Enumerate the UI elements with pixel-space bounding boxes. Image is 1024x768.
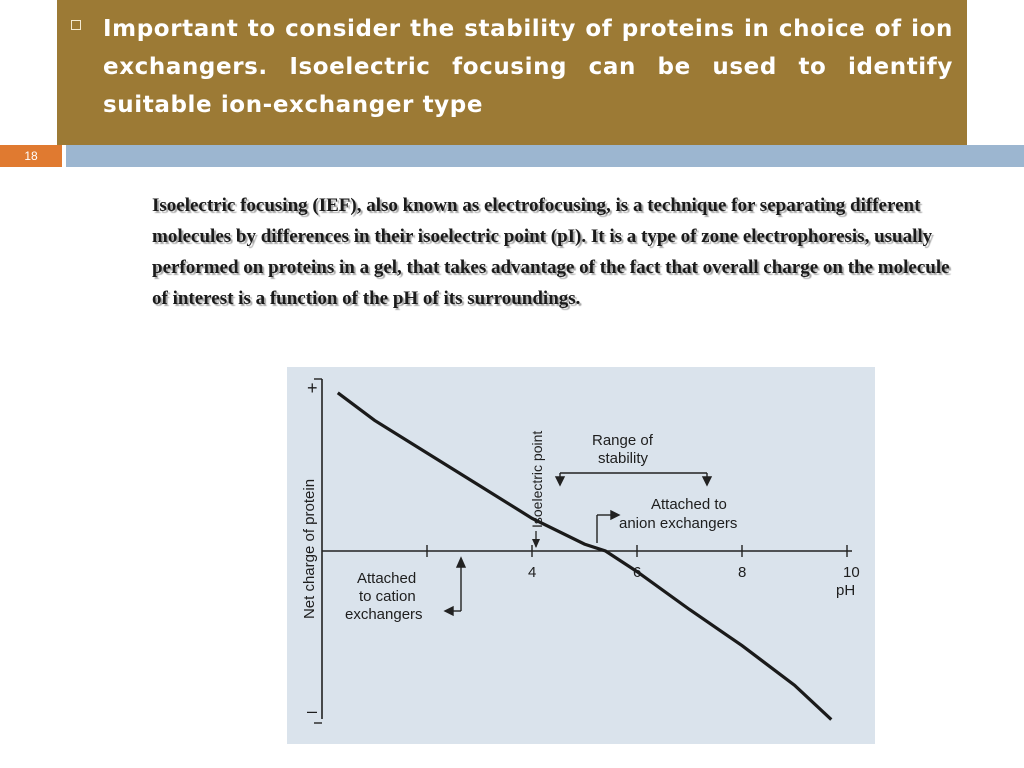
bullet-square-icon	[71, 20, 81, 30]
x-tick-label: 10	[843, 564, 860, 581]
slide-title: Important to consider the stability of proteins in choice of ion exchangers. Isoelectric focusing can be used to identify suitable ion-exchanger type	[103, 16, 953, 118]
x-axis-label: pH	[836, 582, 856, 599]
cation-bracket	[445, 558, 465, 615]
slide-number: 18	[0, 145, 62, 167]
cation-label-line3: exchangers	[345, 606, 423, 623]
title-box	[57, 0, 967, 145]
body-paragraph: Isoelectric focusing (IEF), also known as electrofocusing, is a technique for separating different molecules by differences in their isoelectric point (pI). It is a type of zone electrophoresis, usually performed on proteins in a gel, that takes advantage of the fact that overall charge on the molecule of interest is a function of the pH of its surroundings.	[152, 195, 950, 309]
chart-svg	[287, 367, 875, 744]
x-tick-label: 8	[738, 564, 747, 581]
anion-label-line1: Attached to	[651, 496, 727, 513]
cation-label-line1: Attached	[357, 570, 417, 587]
header-divider-bar	[66, 145, 1024, 167]
chart-figure	[287, 367, 875, 744]
isoelectric-point-label: Isoelectric point	[529, 430, 545, 528]
cation-label-line2: to cation	[359, 588, 416, 605]
anion-label-line2: anion exchangers	[619, 515, 738, 532]
range-of-stability-line2: stability	[598, 450, 649, 467]
x-tick-label: 4	[528, 564, 537, 581]
net-charge-curve	[338, 393, 832, 720]
y-tick-minus: –	[307, 701, 318, 721]
y-axis-label: Net charge of protein	[301, 478, 318, 620]
x-tick-label: 6	[633, 564, 642, 581]
anion-bracket	[597, 511, 619, 543]
range-of-stability-bracket	[556, 473, 711, 485]
y-tick-plus: +	[307, 378, 318, 398]
range-of-stability-line1: Range of	[592, 432, 653, 449]
